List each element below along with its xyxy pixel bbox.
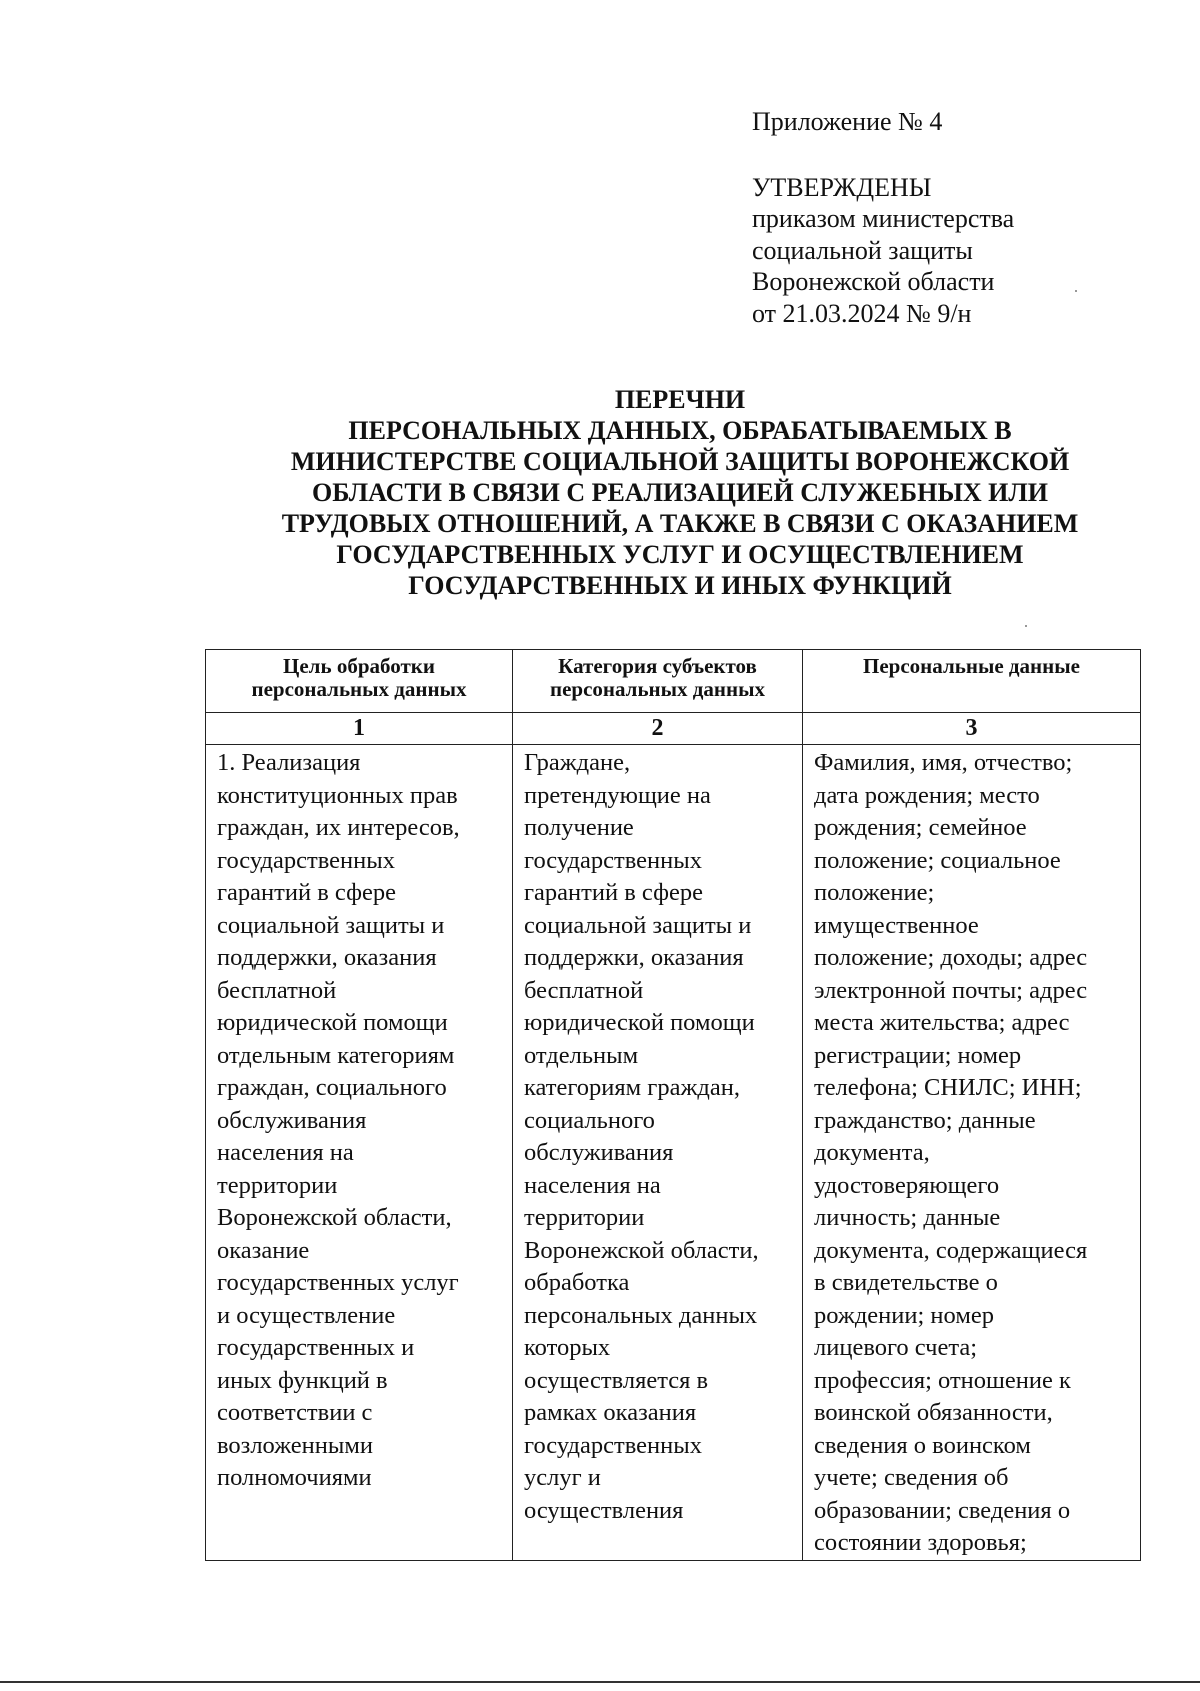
personal-data-table: [205, 649, 1141, 1561]
approval-line: УТВЕРЖДЕНЫ: [752, 172, 932, 202]
title-line: ГОСУДАРСТВЕННЫХ УСЛУГ И ОСУЩЕСТВЛЕНИЕМ: [336, 540, 1024, 569]
table-row: [206, 745, 1141, 1561]
title-line: ГОСУДАРСТВЕННЫХ И ИНЫХ ФУНКЦИЙ: [408, 571, 952, 600]
header-subject-category: Категория субъектов персональных данных: [513, 650, 803, 713]
title-line: МИНИСТЕРСТВЕ СОЦИАЛЬНОЙ ЗАЩИТЫ ВОРОНЕЖСКОЙ: [290, 447, 1070, 476]
column-number: 1: [206, 713, 513, 745]
cell-purpose: 1. Реализация конституционных прав граждан, их интересов, государственных гарантий в сфере социальной защиты и поддержки, оказания бесплатной юридической помощи отдельным категориям граждан, социального обслуживания населения на территории Воронежской области, оказание государственных услуг и осуществление государственных и иных функций в соответствии с возложенными полномочиями: [206, 745, 513, 1561]
approval-line: приказом министерства: [752, 204, 1015, 233]
approval-line: Воронежской области: [752, 267, 995, 296]
column-number: 3: [803, 713, 1141, 745]
document-title: [180, 384, 1180, 601]
cell-personal-data: Фамилия, имя, отчество; дата рождения; место рождения; семейное положение; социальное положение; имущественное положение; доходы; адрес электронной почты; адрес места жительства; адрес регистрации; номер телефона; СНИЛС; ИНН; гражданство; данные документа, удостоверяющего личность; данные документа, содержащиеся в свидетельстве о рождении; номер лицевого счета; профессия; отношение к воинской обязанности, сведения о воинском учете; сведения об образовании; сведения о состоянии здоровья;: [803, 745, 1141, 1561]
appendix-label: Приложение № 4: [752, 107, 943, 136]
page-bottom-rule: [0, 1681, 1200, 1683]
scan-speck: [1025, 625, 1027, 627]
column-number-row: [206, 713, 1141, 745]
title-line: ПЕРСОНАЛЬНЫХ ДАННЫХ, ОБРАБАТЫВАЕМЫХ В: [348, 416, 1012, 445]
title-line: ОБЛАСТИ В СВЯЗИ С РЕАЛИЗАЦИЕЙ СЛУЖЕБНЫХ ИЛИ: [312, 478, 1048, 507]
cell-subject-category: Граждане, претендующие на получение государственных гарантий в сфере социальной защиты и поддержки, оказания бесплатной юридической помощи отдельным категориям граждан, социального обслуживания населения на территории Воронежской области, обработка персональных данных которых осуществляется в рамках оказания государственных услуг и осуществления: [513, 745, 803, 1561]
table-header-row: [206, 650, 1141, 713]
scan-speck: [1075, 290, 1077, 292]
approval-block: [752, 106, 1172, 329]
title-line: ТРУДОВЫХ ОТНОШЕНИЙ, А ТАКЖЕ В СВЯЗИ С ОКАЗАНИЕМ: [281, 509, 1079, 538]
column-number: 2: [513, 713, 803, 745]
approval-line: социальной защиты: [752, 235, 973, 265]
header-purpose: Цель обработки персональных данных: [206, 650, 513, 713]
header-personal-data: Персональные данные: [803, 650, 1141, 713]
approval-line: от 21.03.2024 № 9/н: [752, 298, 972, 328]
title-line: ПЕРЕЧНИ: [614, 385, 746, 414]
